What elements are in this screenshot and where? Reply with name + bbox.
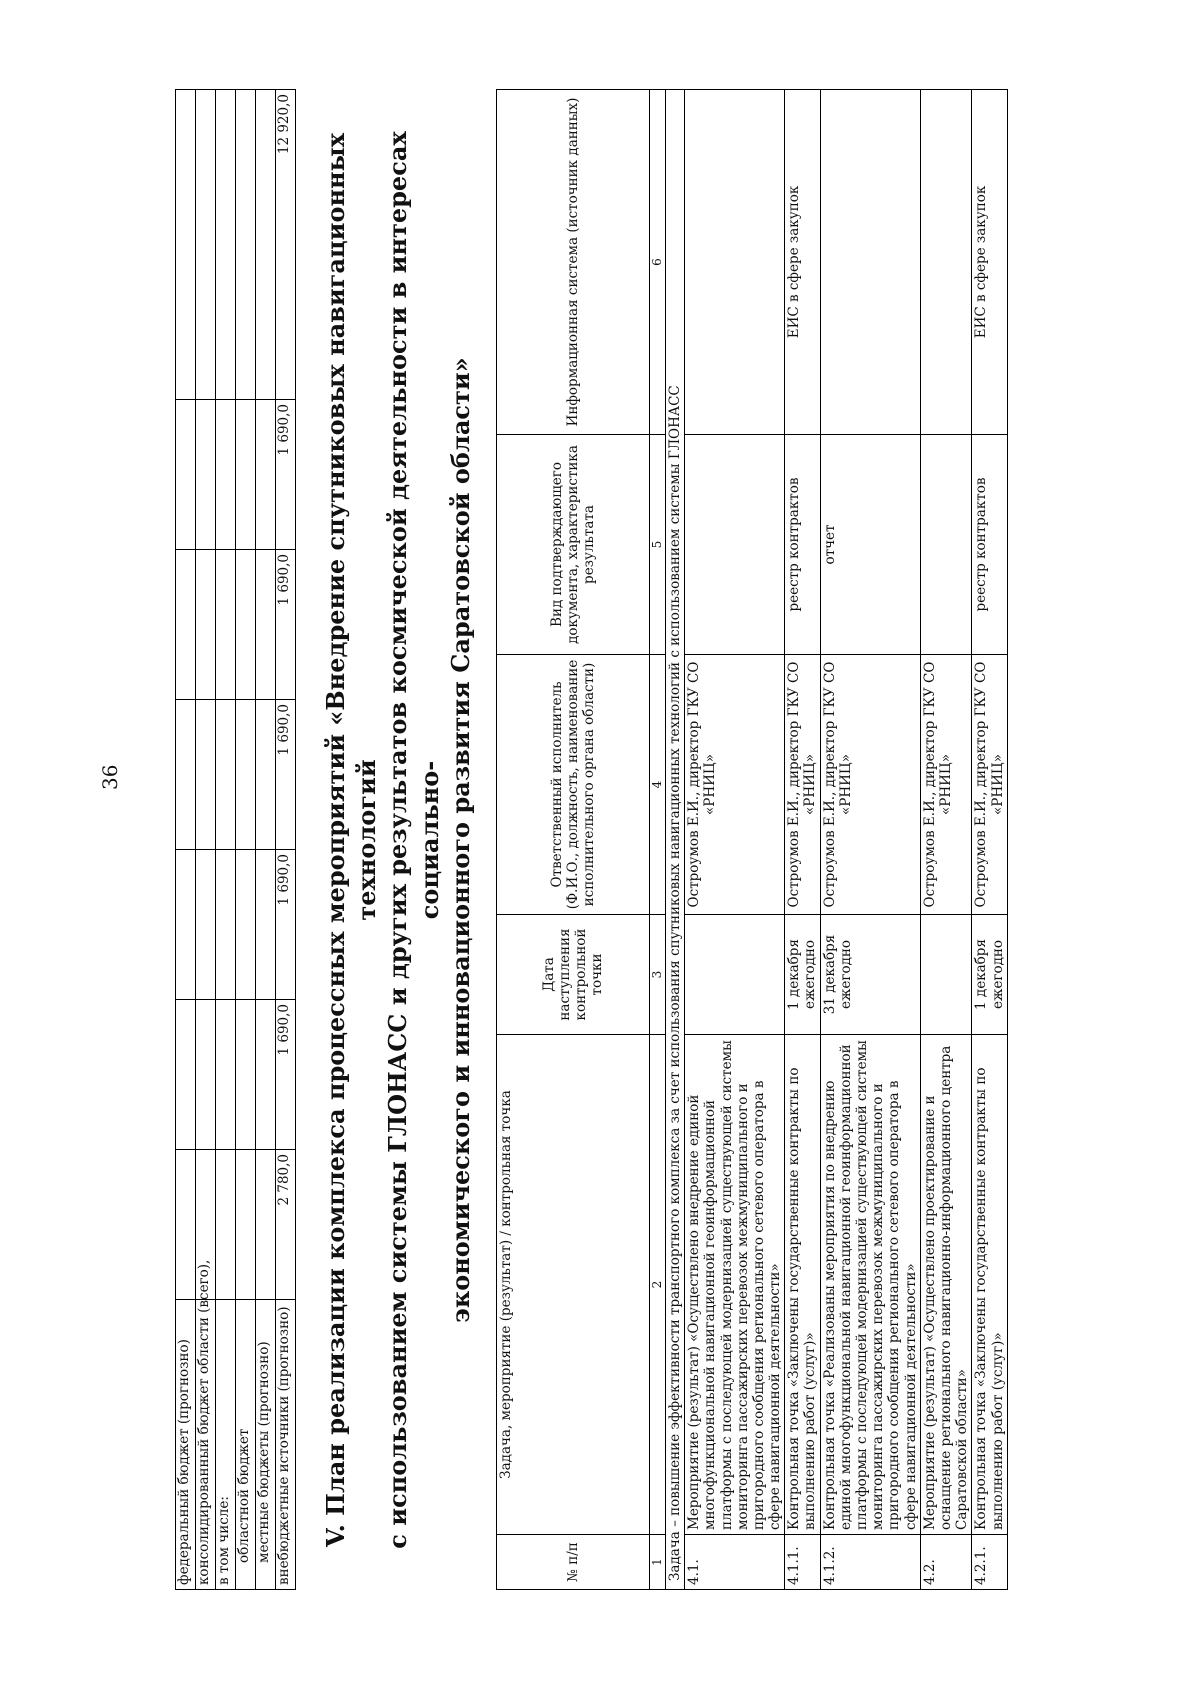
header-task: Задача, мероприятие (результат) / контрольная точка (496, 1035, 649, 1535)
task-cell: Задача – повышение эффективности транспортного комплекса за счет использования спутниковых навигационных технологий с использованием системы ГЛОНАСС (665, 90, 684, 1590)
header-num: № п/п (496, 1535, 649, 1590)
budget-value: 1 690,0 (276, 1000, 296, 1150)
row-info-system: ЕИС в сфере закупок (785, 90, 820, 435)
budget-row (256, 90, 276, 1590)
budget-row-label: областной бюджет (236, 1300, 256, 1590)
task-row (665, 90, 684, 1590)
row-info-system: ЕИС в сфере закупок (972, 90, 1007, 435)
row-responsible: Остроумов Е.И., директор ГКУ СО «РНИЦ» (820, 655, 920, 915)
budget-value: 1 690,0 (276, 550, 296, 700)
budget-value (196, 90, 216, 400)
budget-value (236, 550, 256, 700)
budget-value: 1 690,0 (276, 700, 296, 850)
budget-row (236, 90, 256, 1590)
budget-row-label: федеральный бюджет (прогнозно) (176, 1300, 196, 1590)
budget-value (216, 850, 236, 1000)
plan-table-column-numbers (649, 90, 665, 1590)
budget-value (236, 90, 256, 400)
budget-value (176, 90, 196, 400)
row-info-system (820, 90, 920, 435)
budget-value (196, 550, 216, 700)
row-responsible: Остроумов Е.И., директор ГКУ СО «РНИЦ» (685, 655, 785, 915)
budget-value (176, 1150, 196, 1300)
row-text: Мероприятие (результат) «Осуществлено внедрение единой многофункциональной навигационной геоинформационной платформы с последующей модернизацией существующей системы мониторинга пассажирских перевозок межмуниципального и пригородного сообщения регионального сетевого оператора в сфере навигационной деятельности» (685, 1035, 785, 1535)
plan-row (685, 90, 785, 1590)
budget-value (216, 1000, 236, 1150)
row-doc-type: реестр контрактов (972, 435, 1007, 655)
budget-value: 12 920,0 (276, 90, 296, 400)
budget-value (256, 90, 276, 400)
column-number: 2 (649, 1035, 665, 1535)
budget-row (216, 90, 236, 1590)
plan-row (820, 90, 920, 1590)
row-date: 1 декабря ежегодно (972, 915, 1007, 1035)
budget-value (236, 1000, 256, 1150)
budget-value (216, 1150, 236, 1300)
budget-value (196, 850, 216, 1000)
heading-line-3: экономического и инновационного развития Саратовской области» (445, 357, 475, 1323)
row-responsible: Остроумов Е.И., директор ГКУ СО «РНИЦ» (920, 655, 972, 915)
budget-value (216, 90, 236, 400)
budget-value (256, 1150, 276, 1300)
column-number: 3 (649, 915, 665, 1035)
row-text: Контрольная точка «Заключены государственные контракты по выполнению работ (услуг)» (972, 1035, 1007, 1535)
budget-value: 1 690,0 (276, 400, 296, 550)
budget-value (256, 1000, 276, 1150)
budget-row-label: местные бюджеты (прогнозно) (256, 1300, 276, 1590)
row-doc-type: отчет (820, 435, 920, 655)
plan-table (496, 89, 1008, 1590)
budget-row (196, 90, 216, 1590)
budget-value (256, 700, 276, 850)
row-responsible: Остроумов Е.И., директор ГКУ СО «РНИЦ» (785, 655, 820, 915)
row-number: 4.2.1. (972, 1535, 1007, 1590)
row-doc-type: реестр контрактов (785, 435, 820, 655)
row-doc-type (685, 435, 785, 655)
page-number: 36 (98, 764, 122, 790)
header-responsible: Ответственный исполнитель (Ф.И.О., должность, наименование исполнительного органа области) (496, 655, 649, 915)
column-number: 6 (649, 90, 665, 435)
column-number: 1 (649, 1535, 665, 1590)
plan-table-header-row (496, 90, 649, 1590)
row-info-system (920, 90, 972, 435)
row-responsible: Остроумов Е.И., директор ГКУ СО «РНИЦ» (972, 655, 1007, 915)
budget-value: 1 690,0 (276, 850, 296, 1000)
budget-row-label: внебюджетные источники (прогнозно) (276, 1300, 296, 1590)
budget-value: 2 780,0 (276, 1150, 296, 1300)
budget-value (196, 700, 216, 850)
section-heading (320, 90, 476, 1590)
budget-value (176, 400, 196, 550)
budget-row-label: в том числе: (216, 1300, 236, 1590)
row-number: 4.1.2. (820, 1535, 920, 1590)
budget-value (196, 400, 216, 550)
budget-row (276, 90, 296, 1590)
row-text: Мероприятие (результат) «Осуществлено проектирование и оснащение регионального навигационно-информационного центра Саратовской области» (920, 1035, 972, 1535)
header-date: Дата наступления контрольной точки (496, 915, 649, 1035)
budget-row (176, 90, 196, 1590)
row-date (920, 915, 972, 1035)
row-info-system (685, 90, 785, 435)
plan-row (785, 90, 820, 1590)
row-text: Контрольная точка «Реализованы мероприятия по внедрению единой многофункциональной навигационной геоинформационной платформы с последующей модернизацией существующей системы мониторинга пассажирских перевозок межмуниципального и пригородного сообщения регионального сетевого оператора в сфере навигационной деятельности» (820, 1035, 920, 1535)
rotated-landscape-content (175, 90, 1200, 1590)
header-doc-type: Вид подтверждающего документа, характеристика результата (496, 435, 649, 655)
budget-value (256, 550, 276, 700)
column-number: 5 (649, 435, 665, 655)
row-date: 31 декабря ежегодно (820, 915, 920, 1035)
budget-value (176, 850, 196, 1000)
budget-value (176, 700, 196, 850)
row-text: Контрольная точка «Заключены государственные контракты по выполнению работ (услуг)» (785, 1035, 820, 1535)
budget-value (176, 550, 196, 700)
header-info-system: Информационная система (источник данных) (496, 90, 649, 435)
budget-value (256, 850, 276, 1000)
budget-value (236, 400, 256, 550)
row-date (685, 915, 785, 1035)
budget-value (216, 550, 236, 700)
budget-value (236, 1150, 256, 1300)
budget-value (236, 850, 256, 1000)
heading-line-1: V. План реализации комплекса процессных мероприятий «Внедрение спутниковых навигационных технологий (321, 133, 382, 1547)
row-number: 4.2. (920, 1535, 972, 1590)
row-doc-type (920, 435, 972, 655)
budget-value (176, 1000, 196, 1150)
budget-value (236, 700, 256, 850)
column-number: 4 (649, 655, 665, 915)
budget-value (196, 1000, 216, 1150)
heading-line-2: с использованием системы ГЛОНАСС и других результатов космической деятельности в интересах социально- (383, 131, 444, 1549)
row-number: 4.1. (685, 1535, 785, 1590)
budget-value (256, 400, 276, 550)
row-date: 1 декабря ежегодно (785, 915, 820, 1035)
plan-row (920, 90, 972, 1590)
plan-row (972, 90, 1007, 1590)
budget-value (216, 700, 236, 850)
row-number: 4.1.1. (785, 1535, 820, 1590)
budget-value (216, 400, 236, 550)
budget-row-label: консолидированный бюджет области (всего), (196, 1300, 216, 1590)
budget-table (175, 89, 296, 1590)
